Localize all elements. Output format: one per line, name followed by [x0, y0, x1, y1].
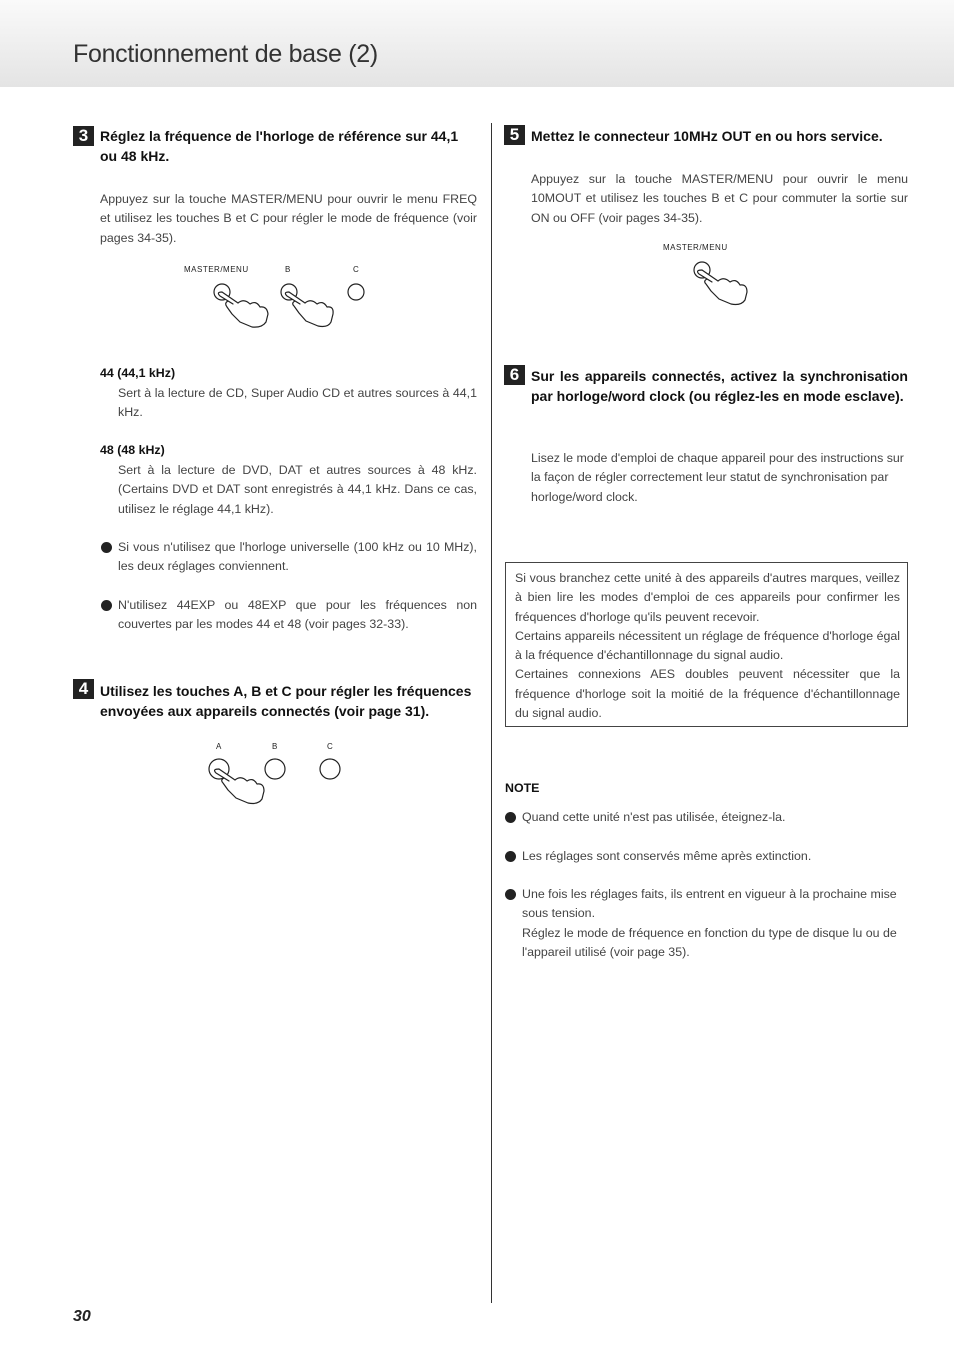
- step-5-number: 5: [504, 125, 525, 145]
- fig-label-master-menu: MASTER/MENU: [184, 265, 249, 274]
- note-bullet-2: Les réglages sont conservés même après extinction.: [522, 847, 908, 866]
- note-bullet-3: Une fois les réglages faits, ils entrent en vigueur à la prochaine mise sous tension. Réglez le mode de fréquence en fonction du type de disque lu ou de l'appareil utilisé (voir page 35).: [522, 885, 908, 962]
- fig-label-c: C: [353, 265, 360, 274]
- bullet-icon: [505, 889, 516, 900]
- info-paragraph: Certaines connexions AES doubles peuvent nécessiter que la fréquence d'horloge soit la moitié de la fréquence d'échantillonnage du signal audio.: [515, 667, 900, 721]
- info-box-text: [515, 569, 900, 723]
- step-4-number: 4: [73, 679, 94, 699]
- step-5-body: Appuyez sur la touche MASTER/MENU pour ouvrir le menu 10MOUT et utilisez les touches B et C pour commuter la sortie sur ON ou OFF (voir pages 34-35).: [531, 172, 908, 225]
- bullet-icon: [505, 851, 516, 862]
- fig-label-b: B: [285, 265, 291, 274]
- step-6-title: Sur les appareils connectés, activez la synchronisation par horloge/word clock (ou réglez-les en mode esclave).: [531, 368, 908, 404]
- step-3-title: Réglez la fréquence de l'horloge de référence sur 44,1 ou 48 kHz.: [100, 128, 459, 164]
- step-3-body: Appuyez sur la touche MASTER/MENU pour ouvrir le menu FREQ et utilisez les touches B et C pour régler le mode de fréquence (voir pages 34-35).: [100, 192, 477, 245]
- info-box: [505, 562, 908, 727]
- step-3-bullet-1: Si vous n'utilisez que l'horloge universelle (100 kHz ou 10 MHz), les deux réglages conviennent.: [118, 538, 477, 577]
- page-number: 30: [73, 1308, 91, 1325]
- step-4-title: Utilisez les touches A, B et C pour régler les fréquences envoyées aux appareils connectés (voir page 31).: [100, 683, 472, 719]
- step-5-title: Mettez le connecteur 10MHz OUT en ou hors service.: [531, 128, 883, 144]
- option-48-title: 48 (48 kHz): [100, 443, 165, 457]
- fig-label-b: B: [272, 742, 278, 751]
- step-3-bullet-2: N'utilisez 44EXP ou 48EXP que pour les fréquences non couvertes par les modes 44 et 48 (voir pages 32-33).: [118, 596, 477, 635]
- step-3-number: 3: [73, 126, 94, 146]
- step-6-body: Lisez le mode d'emploi de chaque appareil pour des instructions sur la façon de régler correctement leur statut de synchronisation par horloge/word clock.: [531, 451, 904, 504]
- page-title: Fonctionnement de base (2): [73, 40, 378, 68]
- fig-label-a: A: [216, 742, 222, 751]
- step-6-number: 6: [504, 365, 525, 385]
- info-paragraph: Si vous branchez cette unité à des appareils d'autres marques, veillez à bien lire les modes d'emploi de ces appareils pour confirmer les fréquences d'horloge qu'ils peuvent recevoir.: [515, 571, 900, 624]
- fig-label-c: C: [327, 742, 334, 751]
- pressing-hand-icon: [698, 270, 747, 305]
- option-44-title: 44 (44,1 kHz): [100, 366, 176, 380]
- bullet-icon: [505, 812, 516, 823]
- note-bullet-1: Quand cette unité n'est pas utilisée, éteignez-la.: [522, 808, 908, 827]
- note-title: NOTE: [505, 781, 540, 795]
- info-paragraph: Certains appareils nécessitent un réglage de fréquence d'horloge égal à la fréquence d'échantillonnage du signal audio.: [515, 628, 900, 663]
- option-48-body: Sert à la lecture de DVD, DAT et autres sources à 48 kHz. (Certains DVD et DAT sont enregistrés à 44,1 kHz. Dans ce cas, utilisez le réglage 44,1 kHz).: [118, 463, 477, 516]
- fig-label-master-menu: MASTER/MENU: [663, 243, 728, 252]
- option-44-body: Sert à la lecture de CD, Super Audio CD et autres sources à 44,1 kHz.: [118, 386, 477, 420]
